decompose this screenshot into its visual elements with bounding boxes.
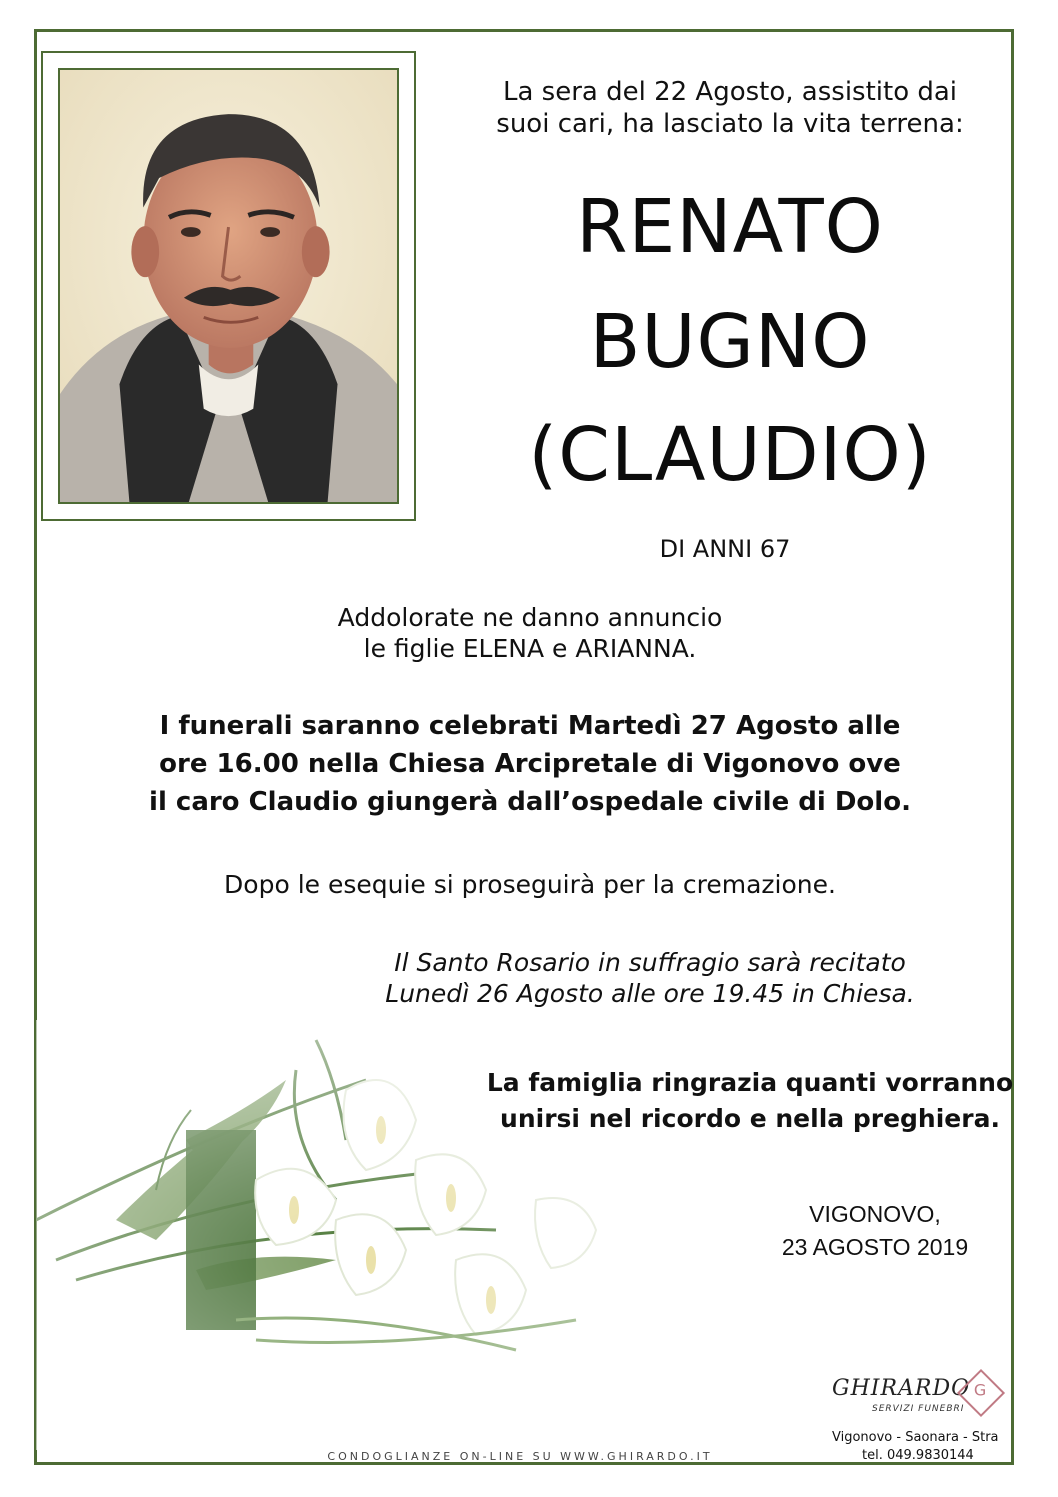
funeral-line-3: il caro Claudio giungerà dall’ospedale civile di Dolo. [149, 787, 911, 818]
portrait-frame [41, 51, 416, 521]
portrait-image [60, 70, 397, 502]
family-thanks [460, 1065, 1040, 1138]
announce-line-1: Addolorate ne danno annuncio [337, 603, 723, 632]
announce-line-2: le figlie ELENA e ARIANNA. [363, 633, 697, 663]
logo-phone: tel. 049.9830144 [862, 1448, 974, 1463]
intro-line-1: La sera del 22 Agosto, assistito dai [502, 77, 958, 107]
funeral-line-2: ore 16.00 nella Chiesa Arcipretale di Vigonovo ove [159, 749, 901, 780]
place: VIGONOVO, [809, 1201, 941, 1227]
announcement [250, 603, 810, 665]
thanks-line-1: La famiglia ringrazia quanti vorranno [486, 1068, 1014, 1097]
funeral-details [70, 707, 990, 822]
first-name: RENATO [576, 184, 884, 270]
funeral-line-1: I funerali saranno celebrati Martedì 27 Agosto alle [159, 711, 901, 741]
logo-subtitle: SERVIZI FUNEBRI [872, 1404, 965, 1414]
condolences-footer[interactable]: CONDOGLIANZE ON-LINE SU WWW.GHIRARDO.IT [327, 1450, 713, 1463]
logo-name: GHIRARDO [832, 1376, 971, 1401]
thanks-line-2: unirsi nel ricordo e nella preghiera. [500, 1104, 1000, 1134]
nickname: (CLAUDIO) [528, 412, 932, 498]
age: DI ANNI 67 [659, 535, 791, 563]
rosary-line-1: Il Santo Rosario in suffragio sarà recitato [394, 948, 906, 977]
date: 23 AGOSTO 2019 [781, 1234, 969, 1261]
intro-text [470, 77, 990, 141]
last-name: BUGNO [589, 299, 871, 385]
cremation-note: Dopo le esequie si proseguirà per la cremazione. [224, 870, 836, 899]
intro-line-2: suoi cari, ha lasciato la vita terrena: [496, 108, 964, 139]
logo-towns: Vigonovo - Saonara - Stra [832, 1430, 999, 1445]
rosary-line-2: Lunedì 26 Agosto alle ore 19.45 in Chiesa. [385, 978, 915, 1008]
logo-mark-letter: G [973, 1380, 987, 1400]
rosary-note [320, 948, 980, 1010]
portrait-photo [58, 68, 399, 504]
place-and-date [740, 1198, 1010, 1265]
funeral-home-logo [832, 1376, 1022, 1472]
